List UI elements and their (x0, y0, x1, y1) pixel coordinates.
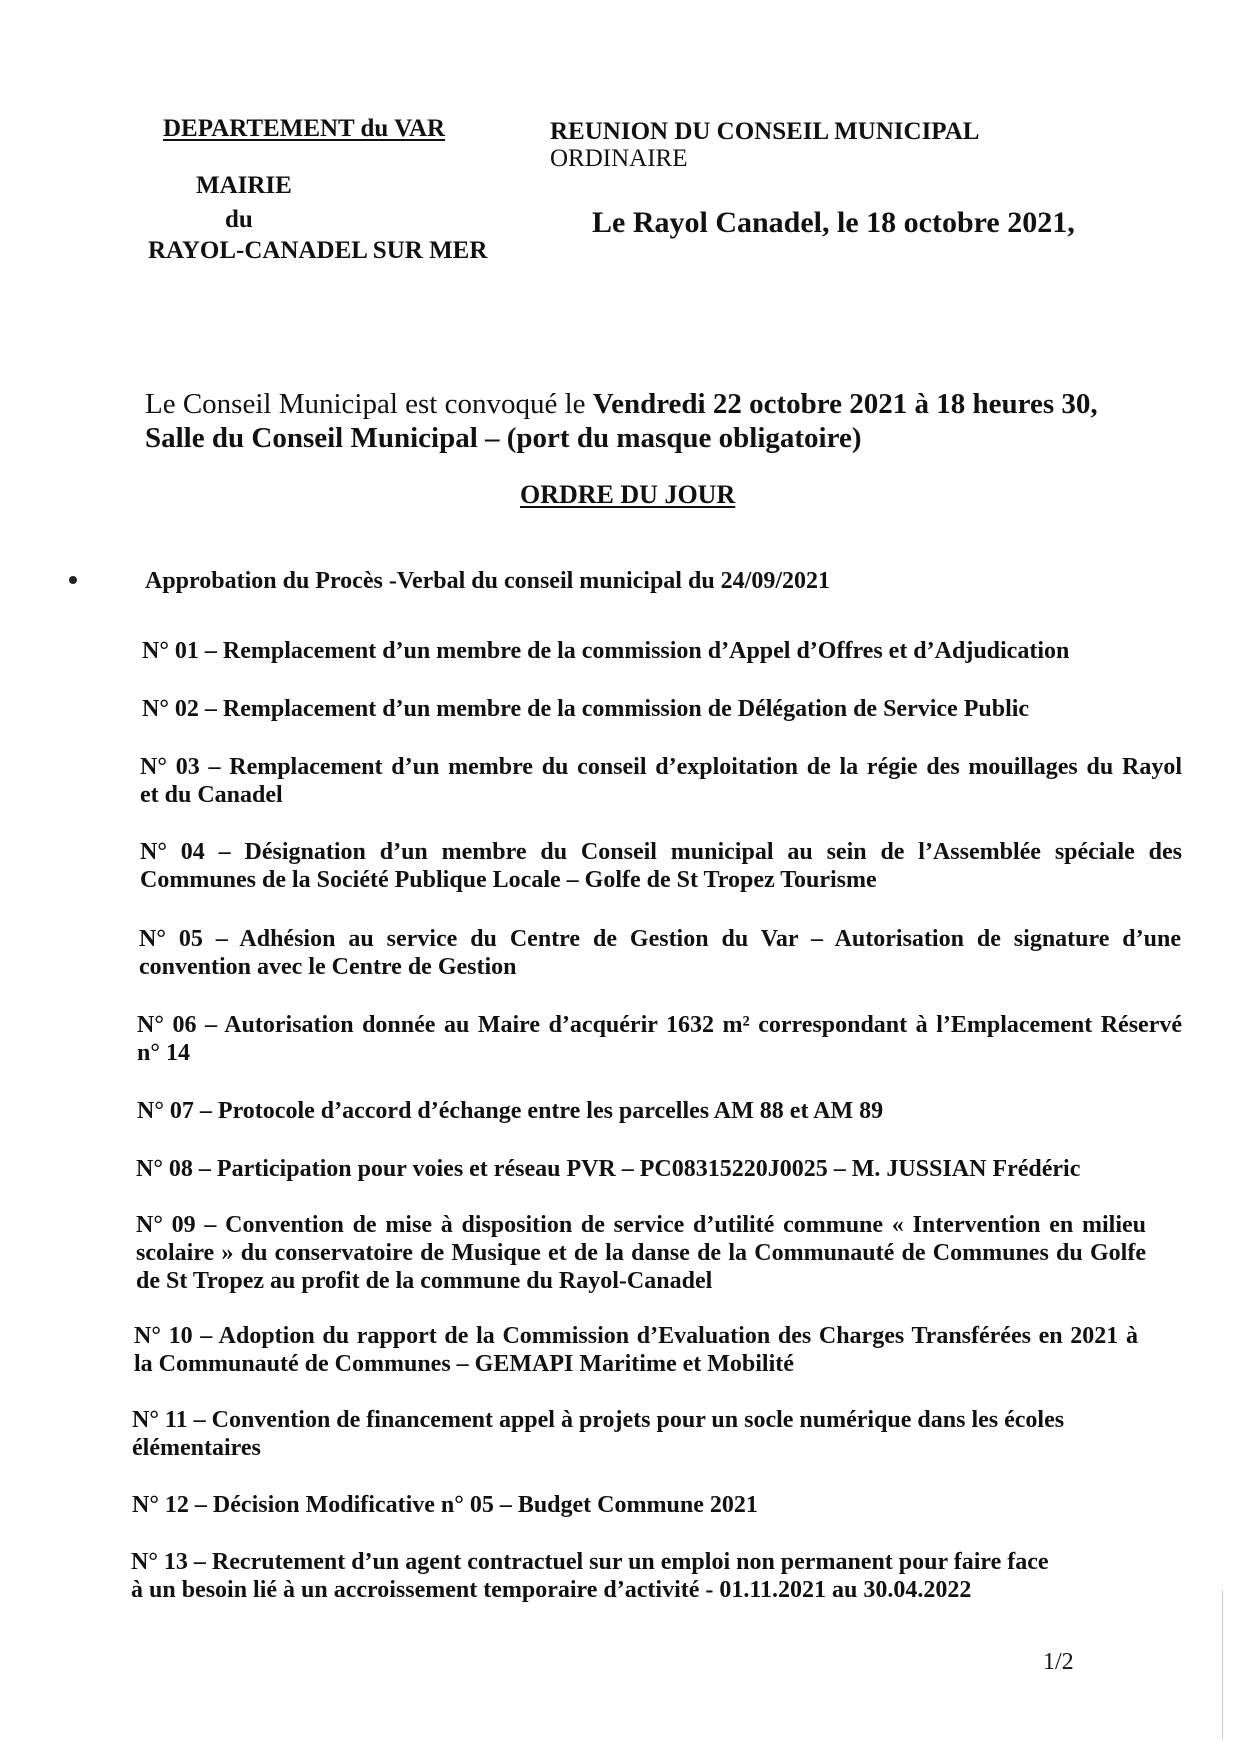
agenda-item-line: à un besoin lié à un accroissement temporaire d’activité - 01.11.2021 au 30.04.2022 (131, 1577, 972, 1603)
agenda-item-line: N° 07 – Protocole d’accord d’échange entre les parcelles AM 88 et AM 89 (137, 1098, 884, 1124)
agenda-item-12 (132, 1491, 932, 1519)
mairie-label: MAIRIE (196, 172, 292, 199)
agenda-item-11 (132, 1406, 1112, 1462)
agenda-item-line: N° 11 – Convention de financement appel à projets pour un socle numérique dans les écoles (132, 1407, 1065, 1433)
agenda-item-03 (140, 753, 1182, 809)
agenda-item-line: élémentaires (132, 1435, 261, 1461)
du-label: du (225, 206, 253, 233)
town-name: RAYOL-CANADEL SUR MER (148, 237, 488, 264)
agenda-item-line: N° 13 – Recrutement d’un agent contractuel sur un emploi non permanent pour faire face (131, 1549, 1049, 1575)
agenda-item-line: de St Tropez au profit de la commune du Rayol-Canadel (136, 1268, 713, 1294)
page-number: 1/2 (1043, 1649, 1074, 1675)
agenda-item-07 (137, 1097, 1037, 1125)
approval-item: Approbation du Procès -Verbal du conseil municipal du 24/09/2021 (145, 568, 831, 594)
agenda-item-13 (131, 1548, 1091, 1604)
agenda-item-line: N° 01 – Remplacement d’un membre de la commission d’Appel d’Offres et d’Adjudication (142, 638, 1070, 664)
agenda-item-05 (139, 925, 1181, 981)
agenda-item-line: scolaire » du conservatoire de Musique et de la danse de la Communauté de Communes du Golfe (136, 1240, 1146, 1266)
agenda-item-line: N° 03 – Remplacement d’un membre du conseil d’exploitation de la régie des mouillages du Rayol (140, 754, 1182, 780)
convocation-line (145, 387, 1098, 421)
agenda-item-01 (142, 637, 1112, 665)
agenda-item-line: N° 09 – Convention de mise à disposition de service d’utilité commune « Intervention en milieu (136, 1212, 1146, 1238)
scan-edge-divider (1222, 1590, 1223, 1740)
bullet-icon (69, 576, 77, 584)
agenda-item-line: et du Canadel (140, 782, 283, 808)
agenda-item-line: N° 02 – Remplacement d’un membre de la commission de Délégation de Service Public (142, 696, 1030, 722)
department-heading: DEPARTEMENT du VAR (163, 115, 446, 142)
agenda-item-06 (137, 1011, 1182, 1067)
agenda-item-09 (136, 1211, 1146, 1295)
agenda-item-08 (136, 1155, 1136, 1183)
convocation-intro: Le Conseil Municipal est convoqué le (145, 388, 593, 420)
place-and-date: Le Rayol Canadel, le 18 octobre 2021, (592, 206, 1075, 239)
agenda-title: ORDRE DU JOUR (520, 480, 736, 509)
agenda-item-line: N° 04 – Désignation d’un membre du Conseil municipal au sein de l’Assemblée spéciale des (140, 839, 1182, 865)
agenda-item-line: la Communauté de Communes – GEMAPI Maritime et Mobilité (134, 1351, 794, 1377)
agenda-item-line: Communes de la Société Publique Locale – Golfe de St Tropez Tourisme (140, 867, 877, 893)
agenda-item-line: n° 14 (137, 1040, 190, 1066)
agenda-item-line: N° 05 – Adhésion au service du Centre de Gestion du Var – Autorisation de signature d’une (139, 926, 1181, 952)
agenda-item-04 (140, 838, 1182, 894)
meeting-title: REUNION DU CONSEIL MUNICIPAL (550, 118, 980, 145)
meeting-type: ORDINAIRE (550, 145, 688, 172)
convocation-location: Salle du Conseil Municipal – (port du masque obligatoire) (145, 422, 862, 454)
agenda-item-02 (142, 695, 1067, 723)
agenda-item-line: N° 06 – Autorisation donnée au Maire d’acquérir 1632 m² correspondant à l’Emplacement Réservé (137, 1012, 1182, 1038)
agenda-item-10 (134, 1322, 1138, 1378)
agenda-item-line: N° 08 – Participation pour voies et réseau PVR – PC08315220J0025 – M. JUSSIAN Frédéric (136, 1156, 1081, 1182)
convocation-datetime: Vendredi 22 octobre 2021 à 18 heures 30, (592, 388, 1098, 420)
agenda-item-line: N° 12 – Décision Modificative n° 05 – Budget Commune 2021 (132, 1492, 758, 1518)
agenda-item-line: convention avec le Centre de Gestion (139, 954, 517, 980)
agenda-item-line: N° 10 – Adoption du rapport de la Commission d’Evaluation des Charges Transférées en 2021 à (134, 1323, 1138, 1349)
